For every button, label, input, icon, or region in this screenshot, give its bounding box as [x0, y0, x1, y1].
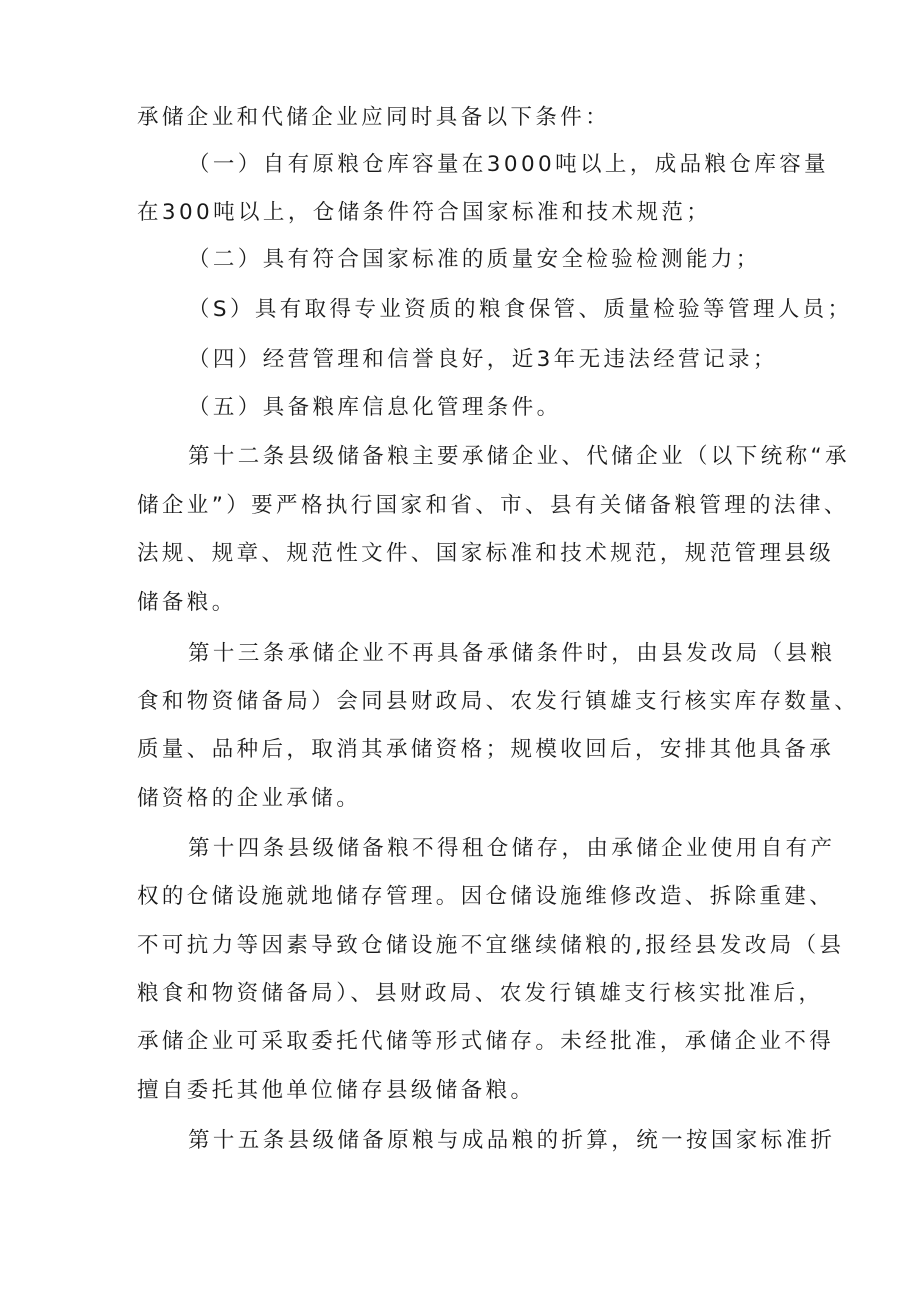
text-line: 法规、规章、规范性文件、国家标准和技术规范，规范管理县级	[137, 541, 835, 566]
text-line: （一）自有原粮仓库容量在3000吨以上，成品粮仓库容量	[188, 152, 830, 177]
text-line: 在300吨以上，仓储条件符合国家标准和技术规范；	[137, 200, 712, 225]
text-line: 权的仓储设施就地储存管理。因仓储设施维修改造、拆除重建、	[137, 884, 835, 909]
text-line: 承储企业可采取委托代储等形式储存。未经批准，承储企业不得	[137, 1029, 835, 1054]
text-line: 第十五条县级储备原粮与成品粮的折算，统一按国家标准折	[188, 1128, 836, 1153]
text-line: （S）具有取得专业资质的粮食保管、质量检验等管理人员；	[188, 297, 853, 322]
text-line: 承储企业和代储企业应同时具备以下条件：	[137, 105, 611, 130]
text-line: 食和物资储备局）会同县财政局、农发行镇雄支行核实库存数量、	[137, 689, 860, 714]
text-line: 第十四条县级储备粮不得租仓储存，由承储企业使用自有产	[188, 836, 836, 861]
text-line: （四）经营管理和信誉良好，近3年无违法经营记录；	[188, 347, 778, 372]
text-line: （二）具有符合国家标准的质量安全检验检测能力；	[188, 247, 761, 272]
text-line: 不可抗力等因素导致仓储设施不宜继续储粮的,报经县发改局（县	[137, 933, 845, 958]
text-line: 第十三条承储企业不再具备承储条件时，由县发改局（县粮	[188, 641, 836, 666]
text-line: 擅自委托其他单位储存县级储备粮。	[137, 1078, 536, 1103]
text-line: （五）具备粮库信息化管理条件。	[188, 395, 562, 420]
text-line: 储资格的企业承储。	[137, 786, 362, 811]
text-line: 粮食和物资储备局）、县财政局、农发行镇雄支行核实批准后，	[137, 981, 824, 1006]
text-line: 质量、品种后，取消其承储资格；规模收回后，安排其他具备承	[137, 737, 835, 762]
text-line: 储企业”）要严格执行国家和省、市、县有关储备粮管理的法律、	[137, 493, 849, 518]
text-line: 储备粮。	[137, 590, 237, 615]
text-line: 第十二条县级储备粮主要承储企业、代储企业（以下统称“承	[188, 444, 850, 469]
